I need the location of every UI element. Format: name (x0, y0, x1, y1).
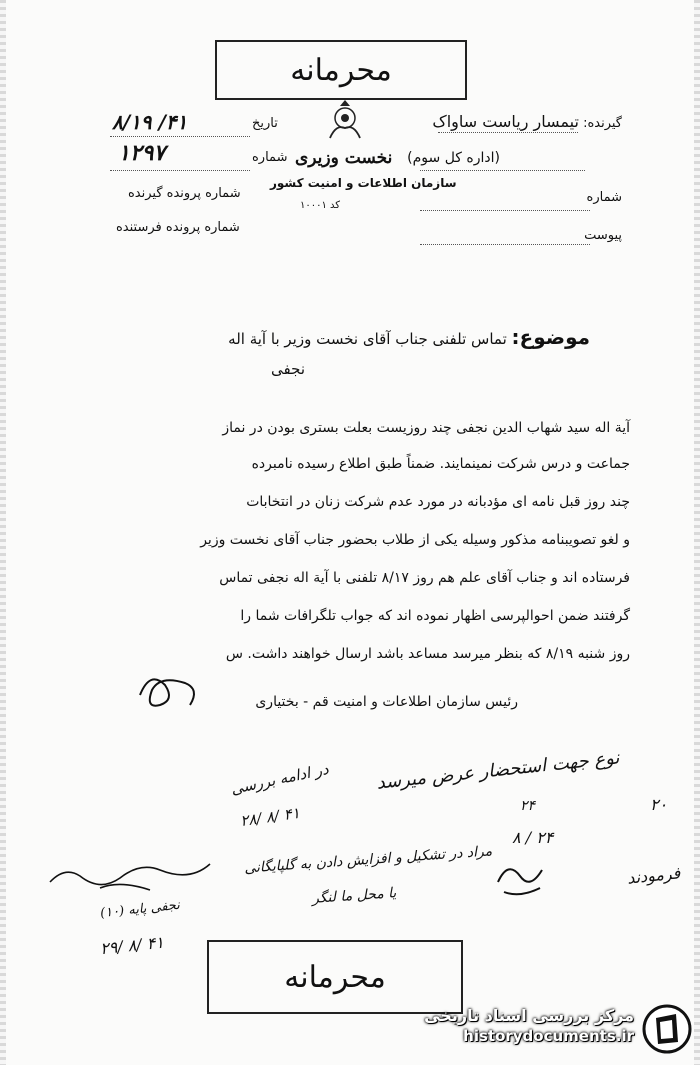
form-code: کد ۱۰۰۰۱ (300, 200, 341, 211)
attachment-label: پیوست (584, 228, 622, 243)
date-underline (110, 136, 250, 137)
annotation-instruction-2: یا محل ما لنگر (311, 885, 397, 907)
watermark-fa: مرکز بررسی اسناد تاریخی (424, 1006, 634, 1025)
annotation-report: نوع جهت استحضار عرض میرسد (375, 747, 621, 794)
annotation-ordered: فرمودند (625, 863, 681, 888)
org-line2: سازمان اطلاعات و امنیت کشور (270, 176, 457, 190)
annotation-instruction: مراد در تشکیل و افزایش دادن به گلپایگانی (243, 843, 493, 877)
lion-and-sun-emblem-icon (322, 98, 368, 144)
recipient-value: تیمسار ریاست ساواک (432, 112, 579, 131)
body-line: آیة اله سید شهاب الدین نجفی چند روزیست بعلت بستری بودن در نماز (222, 420, 630, 436)
stamp-text: محرمانه (290, 52, 392, 88)
confidential-stamp-top (215, 40, 467, 100)
subject-label: موضوع: (511, 325, 590, 349)
body-line: جماعت و درس شرکت نمینمایند. ضمناً طبق اطلاع رسیده نامبرده (251, 456, 630, 472)
document-center-logo-icon (642, 1004, 692, 1054)
annotation-side-mark: ۲۰ (650, 795, 668, 814)
date-value: ۸/۱۹ /۴۱ (112, 110, 188, 134)
recipient-line (432, 112, 622, 131)
reg-label: شماره (252, 150, 288, 165)
number-label: شماره (586, 190, 622, 205)
watermark-en: historydocuments.ir (463, 1027, 634, 1045)
date-label: تاریخ (252, 116, 278, 131)
subject-text: تماس تلفنی جناب آقای نخست وزیر با آیة اله (228, 330, 507, 348)
sender-file-label: شماره پرونده فرستنده (116, 220, 240, 235)
watermark-text (424, 1006, 634, 1045)
body-line: روز شنبه ۸/۱۹ که بنظر میرسد مساعد باشد ارسال خواهند داشت. س (225, 646, 630, 662)
body-line: چند روز قبل نامه ای مؤدبانه در مورد عدم شرکت زنان در انتخابات (246, 494, 630, 510)
signature-title: رئیس سازمان اطلاعات و امنیت قم - بختیاری (255, 694, 518, 710)
signature-scribble-icon (130, 665, 210, 715)
annotation-filing-date: ۲۹/ ۸/ ۴۱ (99, 932, 165, 959)
annotation-ref-number: ۲۴ (520, 798, 536, 814)
stamp-text: محرمانه (284, 959, 386, 995)
scan-edge-right (694, 0, 700, 1065)
handwritten-scribble-icon (40, 852, 220, 902)
annotation-filing: نجفی پایه (۱۰) (99, 897, 181, 922)
annotation-followup: در ادامه بررسی (229, 759, 331, 799)
reg-value: ۱۲۹۷ (118, 140, 166, 166)
number-underline (420, 210, 590, 211)
body-line: و لغو تصویبنامه مذکور وسیله یکی از طلاب بحضور جناب آقای نخست وزیر (200, 532, 630, 548)
body-line: فرستاده اند و جناب آقای علم هم روز ۸/۱۷ تلفنی با آیة اله نجفی تماس (219, 570, 630, 586)
annotation-followup-date: ۲۸/ ۸/ ۴۱ (239, 803, 301, 831)
subject-line (228, 325, 590, 349)
recipient-underline (438, 132, 578, 133)
recipient-label: گیرنده: (583, 116, 622, 131)
org-line1: نخست وزیری (295, 148, 393, 168)
annotation-ref-date: ۸ / ۲۴ (512, 828, 554, 847)
attachment-underline (420, 244, 590, 245)
department: (اداره کل سوم) (407, 150, 500, 166)
reg-underline (110, 170, 250, 171)
subject-line2: نجفی (271, 360, 305, 378)
department-underline (420, 170, 585, 171)
body-line: گرفتند ضمن احوالپرسی اظهار نموده اند که جواب تلگرافات شما را (240, 608, 630, 624)
initials-scribble-icon (490, 852, 550, 902)
watermark (410, 1002, 692, 1060)
scan-edge-left (0, 0, 6, 1065)
recipient-file-label: شماره پرونده گیرنده (128, 186, 241, 201)
